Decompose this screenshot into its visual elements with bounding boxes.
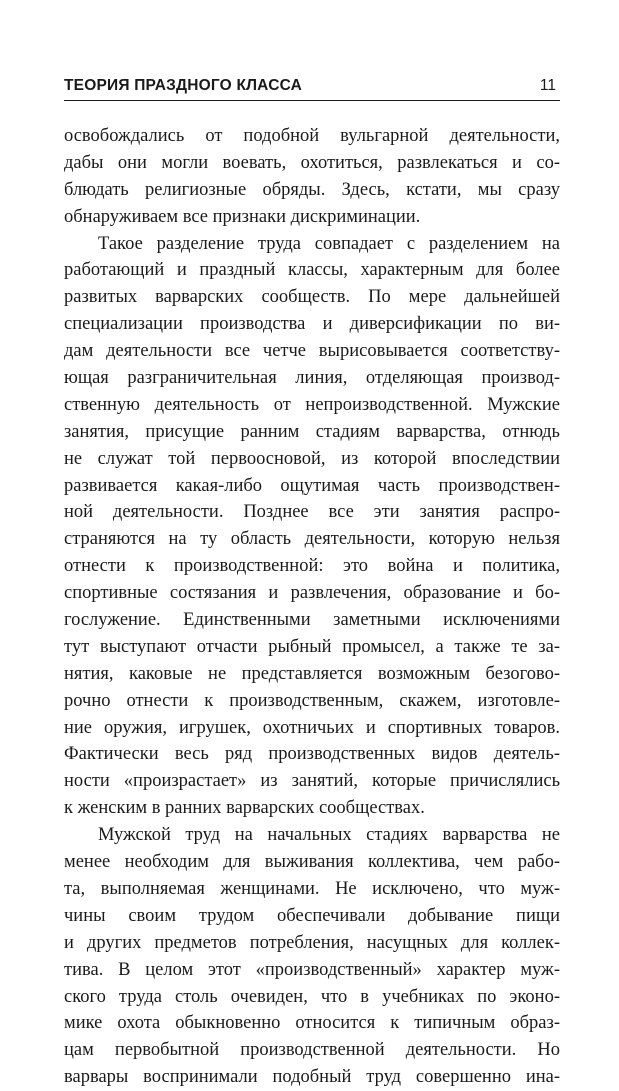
text-line: мике охота обыкновенно относится к типичным образ- [64, 1013, 560, 1034]
text-line: рочно отнести к производственным, скажем, изготовле- [64, 690, 560, 711]
text-line: ности «произрастает» из занятий, которые причислялись [64, 771, 560, 792]
text-line: блюдать религиозные обряды. Здесь, кстати, мы сразу [64, 179, 560, 200]
page-number: 11 [539, 77, 556, 94]
text-line: отнести к производственной: это война и политика, [64, 556, 560, 577]
text-line: и других предметов потребления, насущных для коллек- [64, 932, 560, 953]
text-line: освобождались от подобной вульгарной деятельности, [64, 126, 560, 146]
text-line: та, выполняемая женщинами. Не исключено, что муж- [64, 878, 560, 899]
text-line: чины своим трудом обеспечивали добывание пищи [64, 905, 560, 926]
text-line: специализации производства и диверсификации по ви- [64, 314, 560, 335]
text-line: занятия, присущие ранним стадиям варварства, отнюдь [64, 421, 560, 442]
paragraph [64, 123, 560, 231]
text-line: дам деятельности все четче вырисовывается соответству- [64, 341, 560, 362]
text-line: гослужение. Единственными заметными исключениями [64, 610, 560, 631]
text-line: не служат той первоосновой, из которой впоследствии [64, 448, 560, 469]
text-line: ского труда столь очевиден, что в учебниках по эконо- [64, 986, 560, 1007]
body-text [64, 123, 560, 1091]
text-line: развивается какая-либо ощутимая часть производствен- [64, 475, 560, 496]
text-line: варвары воспринимали подобный труд совершенно ина- [64, 1067, 560, 1088]
text-line: ние оружия, игрушек, охотничьих и спортивных товаров. [64, 717, 560, 738]
text-line: страняются на ту область деятельности, которую нельзя [64, 529, 560, 550]
text-line: спортивные состязания и развлечения, образование и бо- [64, 583, 560, 604]
text-line: нятия, каковые не представляется возможным безогово- [64, 663, 560, 684]
page-header [64, 74, 560, 100]
text-line: дабы они могли воевать, охотиться, развлекаться и со- [64, 152, 560, 173]
text-line: обнаруживаем все признаки дискриминации. [64, 206, 421, 227]
text-line: Фактически весь ряд производственных видов деятель- [64, 744, 560, 765]
text-line: работающий и праздный классы, характерным для более [64, 260, 560, 281]
header-rule [64, 100, 560, 101]
text-line: ной деятельности. Позднее все эти занятия распро- [64, 502, 560, 523]
text-line: Мужской труд на начальных стадиях варварства не [98, 825, 560, 846]
text-line: цам первобытной производственной деятельности. Но [64, 1040, 560, 1061]
text-line: к женским в ранних варварских сообществах. [64, 798, 425, 819]
text-line: Такое разделение труда совпадает с разделением на [98, 233, 560, 254]
text-line: тива. В целом этот «производственный» характер муж- [64, 959, 560, 980]
text-line: менее необходим для выживания коллектива, чем рабо- [64, 852, 560, 873]
running-title: ТЕОРИЯ ПРАЗДНОГО КЛАССА [64, 77, 302, 94]
text-line: ственную деятельность от непроизводственной. Мужские [64, 394, 560, 415]
paragraph [64, 822, 560, 1091]
text-line: ющая разграничительная линия, отделяющая производ- [64, 368, 560, 389]
text-line: тут выступают отчасти рыбный промысел, а также те за- [64, 636, 560, 657]
text-line: развитых варварских сообществ. По мере дальнейшей [64, 287, 560, 308]
paragraph [64, 231, 560, 823]
